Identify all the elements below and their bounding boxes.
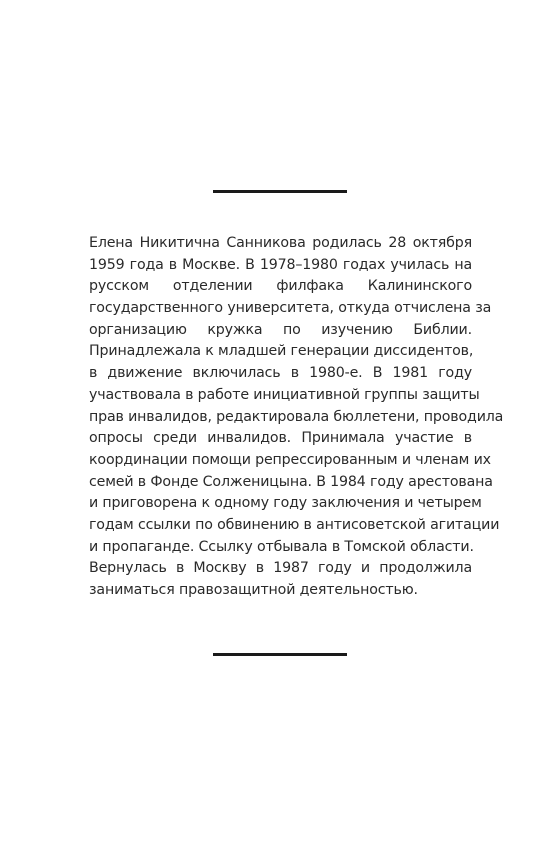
biography-line: заниматься правозащитной деятельностью.: [89, 582, 418, 598]
biography-line: координации помощи репрессированным и членам их: [89, 451, 491, 468]
biography-line: и приговорена к одному году заключения и четырем: [89, 495, 482, 512]
biography-line: в движение включилась в 1980-е. В 1981 году: [89, 365, 472, 382]
top-divider: [213, 190, 347, 193]
biography-line: и пропаганде. Ссылку отбывала в Томской области.: [89, 538, 474, 555]
biography-line: годам ссылки по обвинению в антисоветской агитации: [89, 516, 500, 533]
biography-line: участвовала в работе инициативной группы защиты: [89, 386, 480, 403]
biography-line: прав инвалидов, редактировала бюллетени, проводила: [89, 408, 504, 425]
biography-line: русском отделении филфака Калининского: [89, 278, 472, 295]
biography-line: организацию кружка по изучению Библии.: [89, 321, 472, 338]
biography-line: Принадлежала к младшей генерации диссидентов,: [89, 343, 474, 360]
biography-line: 1959 года в Москве. В 1978–1980 годах училась на: [89, 256, 472, 273]
biography-line: Вернулась в Москву в 1987 году и продолжила: [89, 560, 472, 577]
biography-line: опросы среди инвалидов. Принимала участие в: [89, 430, 472, 447]
biography-line: государственного университета, откуда отчислена за: [89, 300, 492, 317]
bottom-divider: [213, 653, 347, 656]
biography-line: Елена Никитична Санникова родилась 28 октября: [89, 235, 472, 251]
biography-paragraph: [89, 233, 504, 602]
biography-line: семей в Фонде Солженицына. В 1984 году арестована: [89, 473, 493, 490]
